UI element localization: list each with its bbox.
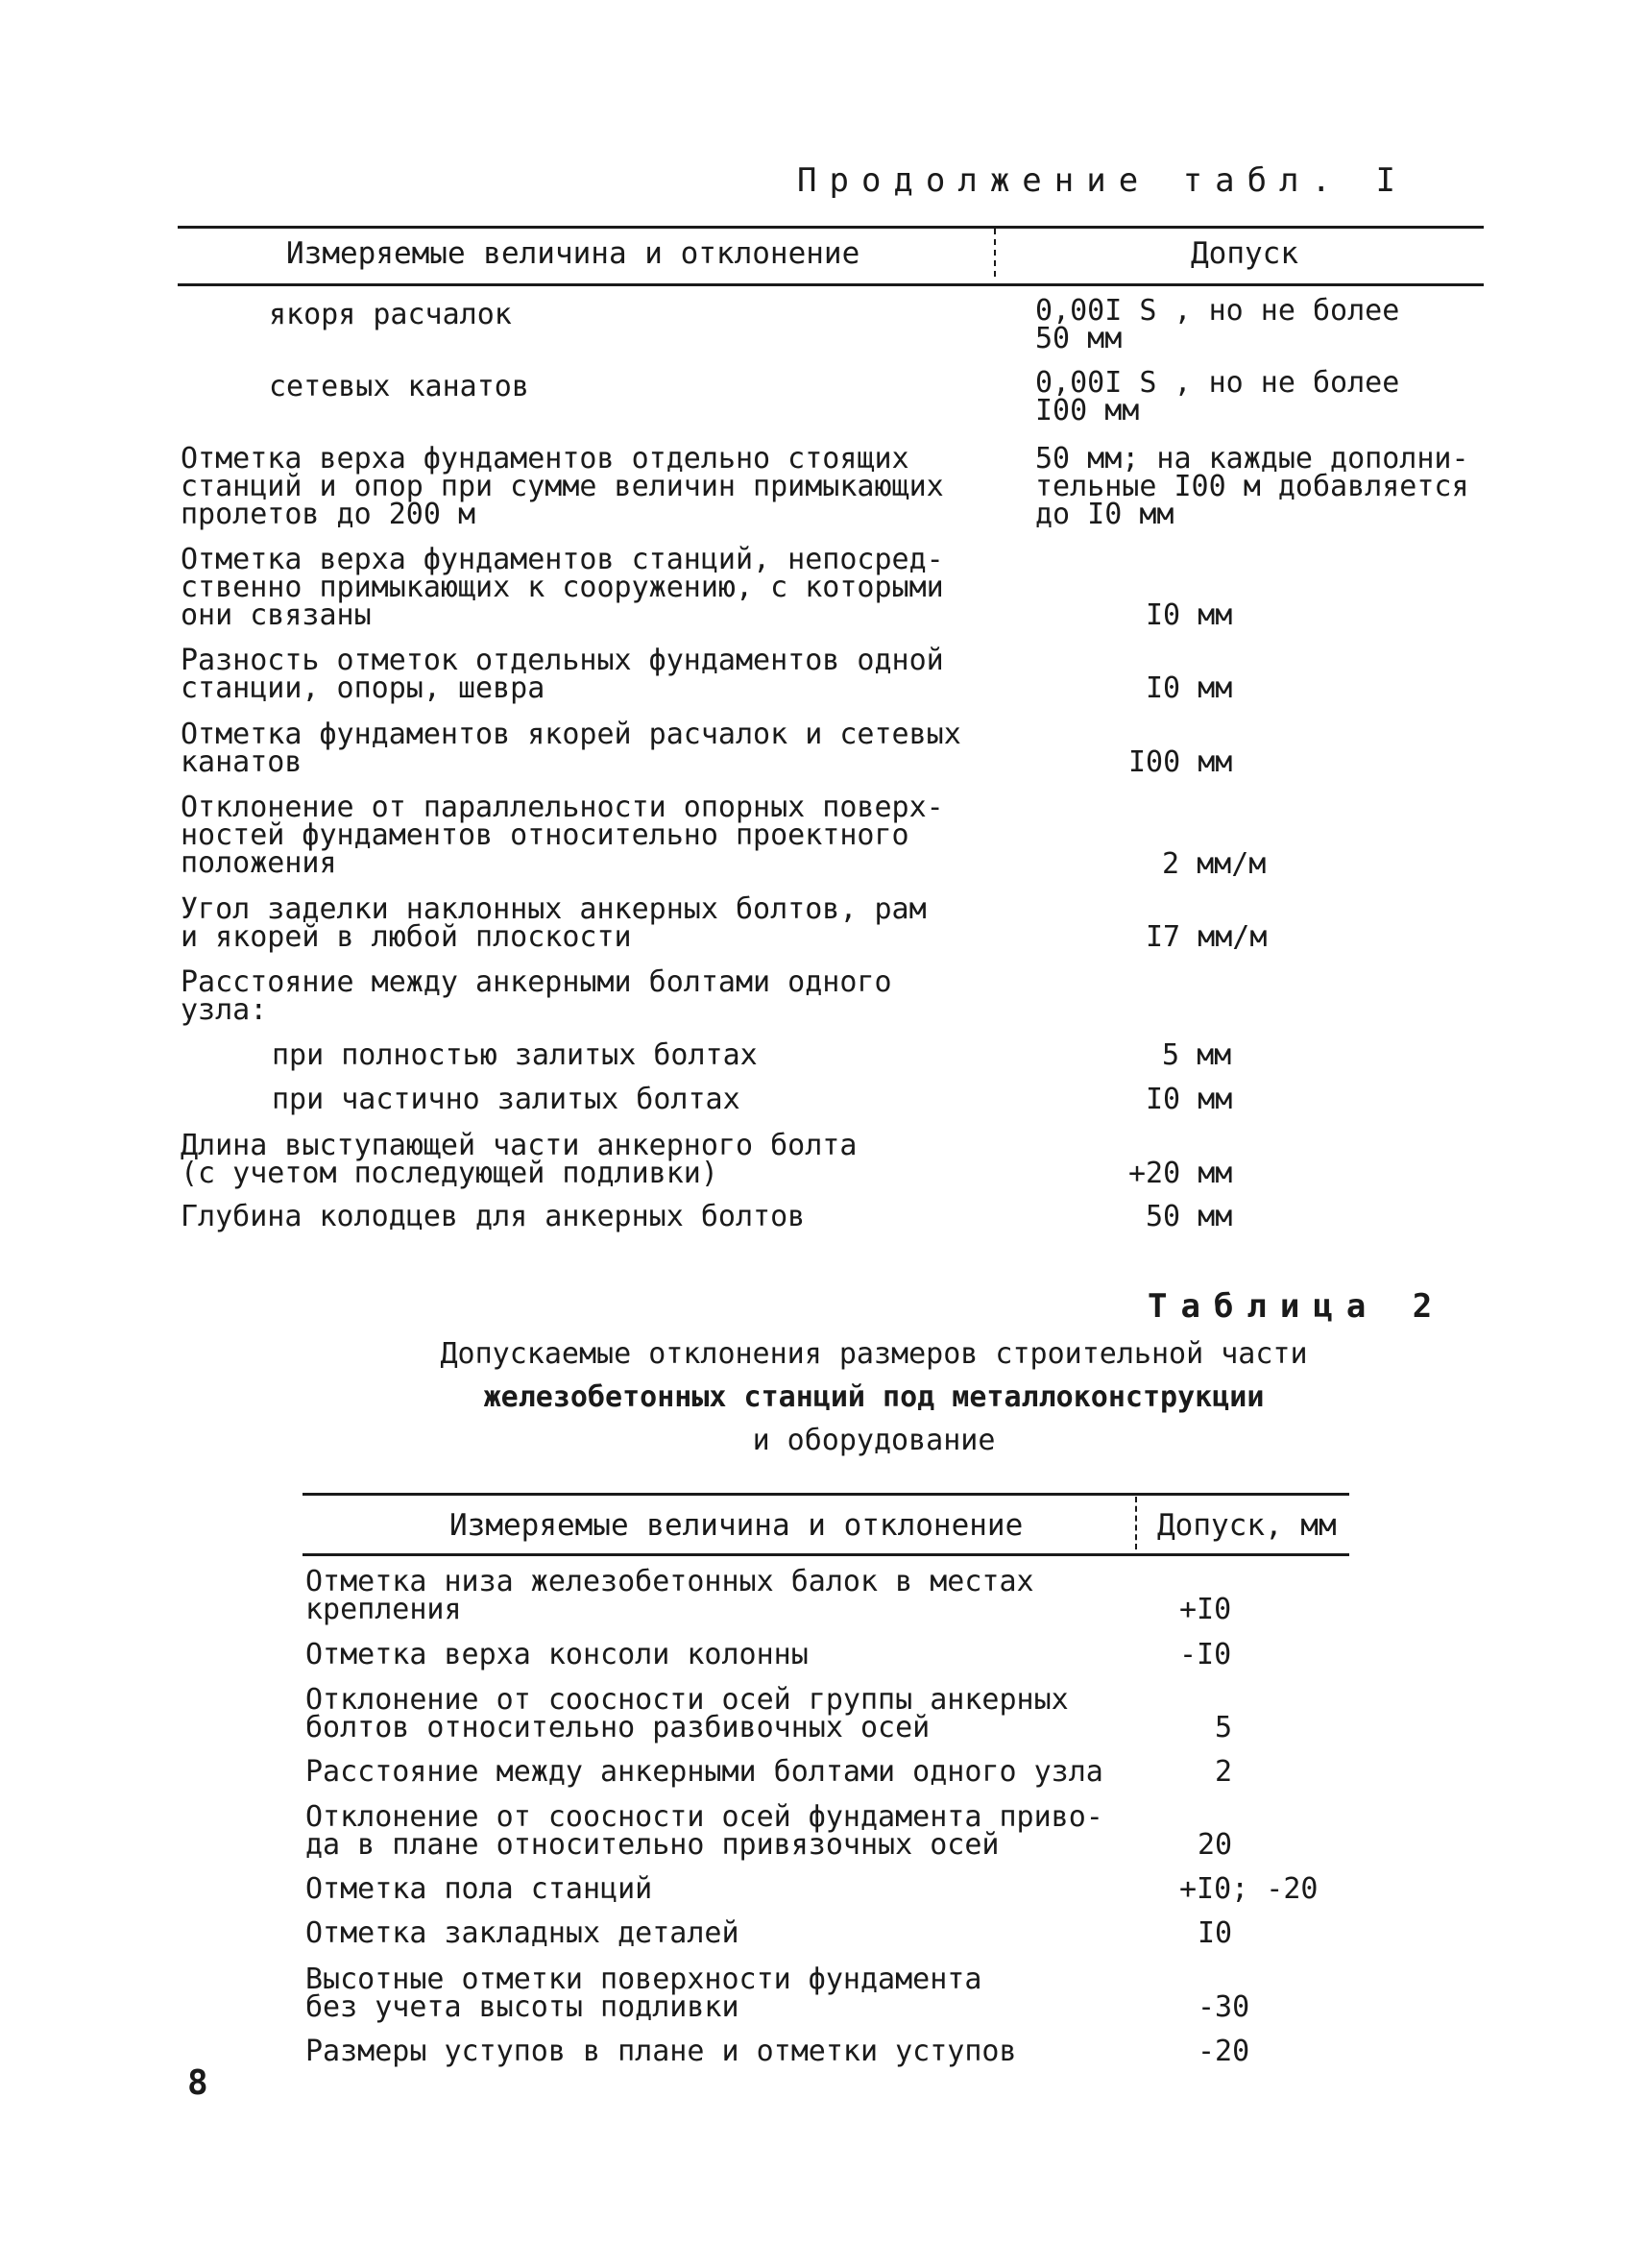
row-label: якоря расчалок: [269, 298, 512, 331]
table2-header-tolerance: Допуск, мм: [1157, 1508, 1337, 1543]
table2-title-line: и оборудование: [752, 1424, 996, 1457]
row-value: -30: [1198, 1990, 1250, 2024]
row-label: и якорей в любой плоскости: [181, 920, 632, 954]
row-label: при полностью залитых болтах: [272, 1038, 758, 1072]
table2-top-rule: [303, 1493, 1349, 1496]
table-row: [181, 718, 961, 779]
table1-header-rule: [178, 283, 1484, 286]
table-row: [181, 442, 944, 531]
row-value: +I0: [1179, 1593, 1232, 1626]
row-label: Отклонение от параллельности опорных поверх-: [181, 791, 944, 824]
row-label: станции, опоры, шевра: [181, 671, 545, 705]
value-line: 50 мм: [1035, 322, 1123, 355]
row-value: -20: [1198, 2035, 1250, 2068]
value-line: 50 мм; на каждые дополни-: [1035, 442, 1469, 476]
table-row: [269, 298, 512, 331]
table-row: [181, 965, 892, 1027]
row-label: болтов относительно разбивочных осей: [305, 1711, 931, 1744]
row-label: Отклонение от соосности осей группы анкерных: [305, 1683, 1069, 1717]
row-label: они связаны: [181, 598, 372, 632]
row-value: [1035, 366, 1400, 427]
table-row: [269, 370, 529, 403]
row-label: Размеры уступов в плане и отметки уступов: [305, 2035, 1017, 2068]
table-row: [305, 1683, 1069, 1744]
table-row: [305, 1916, 739, 1950]
row-value: [1035, 442, 1469, 531]
table-row: [272, 1083, 740, 1116]
row-label: узла:: [181, 993, 268, 1027]
row-label: при частично залитых болтах: [272, 1083, 740, 1116]
row-value: +I0; -20: [1179, 1872, 1319, 1906]
row-label: без учета высоты подливки: [305, 1990, 739, 2024]
continuation-title: Продолжение табл. I: [797, 161, 1408, 200]
table2-header-measure: Измеряемые величина и отклонение: [449, 1508, 1024, 1543]
row-label: Расстояние между анкерными болтами одного: [181, 965, 892, 999]
row-label: да в плане относительно привязочных осей: [305, 1828, 1000, 1862]
row-value: I7 мм/м: [1146, 920, 1268, 954]
table-row: [181, 892, 927, 954]
table2-header-rule: [303, 1553, 1349, 1556]
row-value: 2 мм/м: [1162, 847, 1267, 881]
row-value: I0 мм: [1146, 598, 1233, 632]
value-line: тельные I00 м добавляется: [1035, 470, 1469, 503]
row-value: 2: [1215, 1755, 1233, 1789]
table-row: [305, 1638, 809, 1671]
table2-label: Таблица 2: [1148, 1287, 1446, 1326]
row-label: Отметка низа железобетонных балок в местах: [305, 1565, 1034, 1598]
row-label: сетевых канатов: [269, 370, 529, 403]
row-label: Отметка верха фундаментов станций, непосред-: [181, 543, 944, 576]
row-value: 20: [1198, 1828, 1233, 1862]
table1-header-separator: [994, 229, 996, 277]
row-label: Отметка верха фундаментов отдельно стоящих: [181, 442, 909, 476]
value-line: I00 мм: [1035, 394, 1140, 427]
row-label: Угол заделки наклонных анкерных болтов, рам: [181, 892, 927, 926]
row-label: ностей фундаментов относительно проектного: [181, 818, 909, 852]
table1-top-rule: [178, 226, 1484, 229]
value-line: 0,00I S , но не более: [1035, 366, 1400, 400]
row-value: 5 мм: [1162, 1038, 1232, 1072]
table-row: [272, 1038, 758, 1072]
row-label: пролетов до 200 м: [181, 498, 476, 531]
table-row: [181, 644, 944, 705]
table-row: [305, 1963, 982, 2024]
row-value: I0: [1198, 1916, 1233, 1950]
row-value: I00 мм: [1128, 745, 1233, 779]
row-label: Отклонение от соосности осей фундамента приво-: [305, 1800, 1103, 1834]
table-row: [181, 1200, 806, 1233]
row-label: Отметка верха консоли колонны: [305, 1638, 809, 1671]
table1-header-measure: Измеряемые величина и отклонение: [286, 236, 860, 271]
row-label: Разность отметок отдельных фундаментов одной: [181, 644, 944, 677]
table-row: [305, 2035, 1017, 2068]
table-row: [181, 791, 944, 880]
row-value: [1035, 294, 1400, 355]
table-row: [305, 1755, 1103, 1789]
row-label: станций и опор при сумме величин примыкающих: [181, 470, 944, 503]
table-row: [181, 1129, 858, 1190]
table1-header-tolerance: Допуск: [1191, 236, 1298, 271]
row-label: ственно примыкающих к сооружению, с которыми: [181, 571, 944, 604]
row-value: 5: [1215, 1711, 1233, 1744]
table2-title-line: Допускаемые отклонения размеров строительной части: [440, 1337, 1308, 1371]
row-label: Длина выступающей части анкерного болта: [181, 1129, 858, 1162]
row-label: крепления: [305, 1593, 462, 1626]
page-number: 8: [187, 2063, 208, 2103]
value-line: 0,00I S , но не более: [1035, 294, 1400, 328]
table2-title: [394, 1337, 1354, 1457]
table2-title-line: железобетонных станций под металлоконструкции: [483, 1380, 1265, 1414]
row-label: Отметка фундаментов якорей расчалок и сетевых: [181, 718, 961, 751]
row-label: Отметка закладных деталей: [305, 1916, 739, 1950]
row-value: +20 мм: [1128, 1157, 1233, 1190]
row-label: канатов: [181, 745, 303, 779]
row-value: -I0: [1179, 1638, 1232, 1671]
row-label: (с учетом последующей подливки): [181, 1157, 718, 1190]
row-value: I0 мм: [1146, 671, 1233, 705]
table-row: [181, 543, 944, 632]
row-label: положения: [181, 846, 337, 880]
row-value: I0 мм: [1146, 1083, 1233, 1116]
row-label: Отметка пола станций: [305, 1872, 653, 1906]
row-value: 50 мм: [1146, 1200, 1233, 1233]
table-row: [305, 1872, 653, 1906]
row-label: Глубина колодцев для анкерных болтов: [181, 1200, 806, 1233]
row-label: Расстояние между анкерными болтами одного узла: [305, 1755, 1103, 1789]
table-row: [305, 1565, 1034, 1626]
value-line: до I0 мм: [1035, 498, 1174, 531]
row-label: Высотные отметки поверхности фундамента: [305, 1963, 982, 1996]
table2-header-separator: [1135, 1497, 1137, 1549]
table-row: [305, 1800, 1103, 1862]
